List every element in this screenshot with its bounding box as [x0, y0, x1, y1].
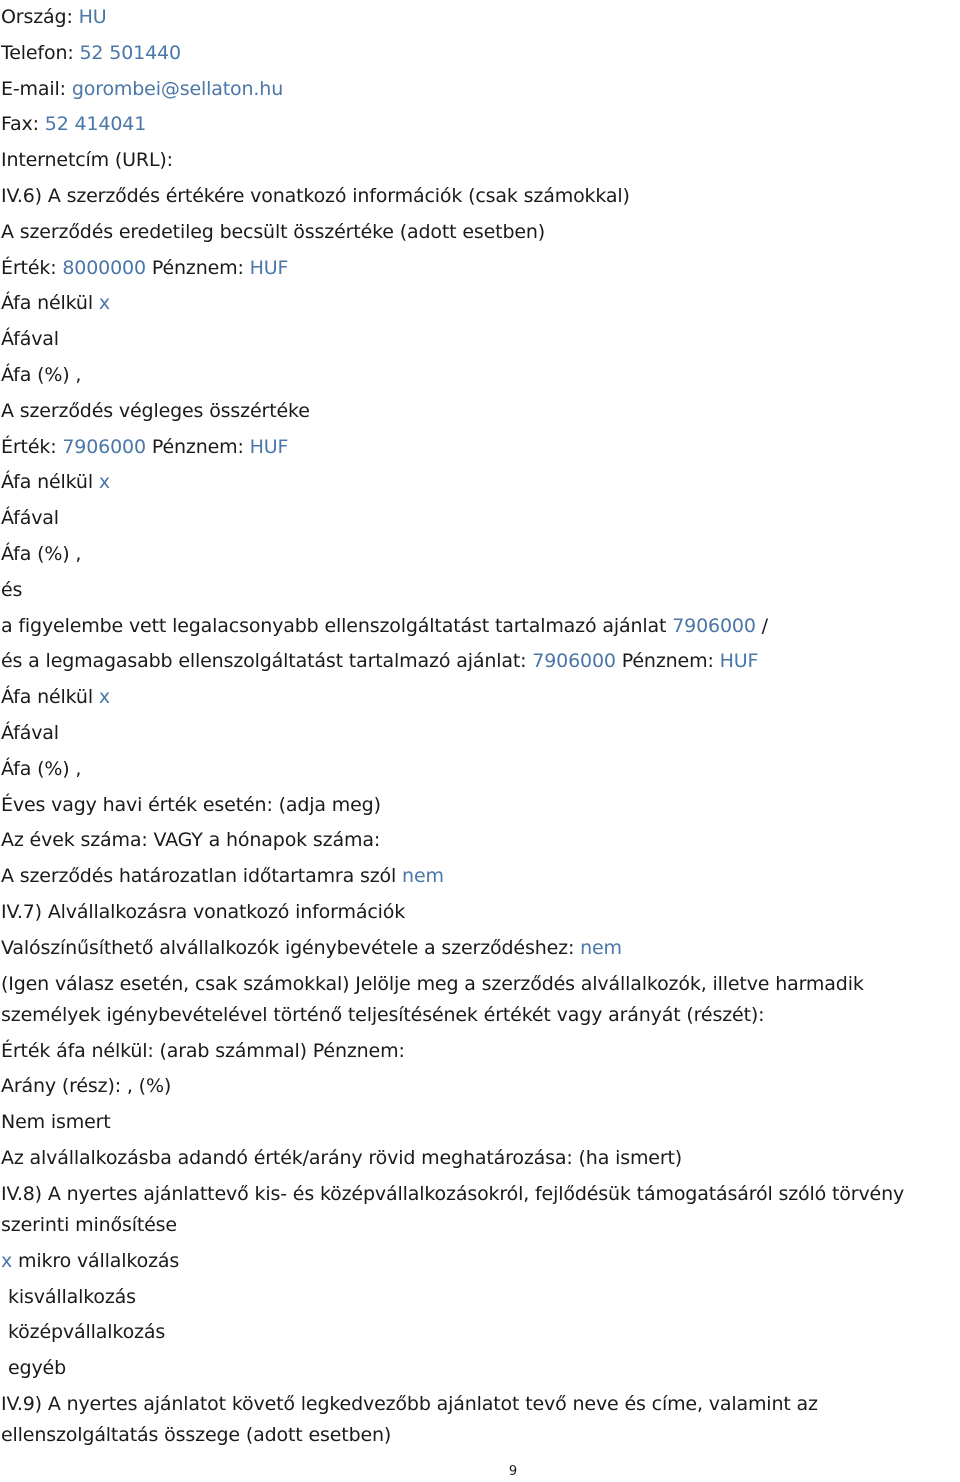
estimated-currency: HUF: [249, 256, 289, 279]
phone-row: [1, 36, 959, 72]
fax-label: Fax:: [1, 113, 39, 136]
estimated-currency-label: Pénznem:: [151, 256, 244, 279]
estimated-title: A szerződés eredetileg becsült összértéke (adott esetben): [1, 220, 546, 243]
fax-value: 52 414041: [44, 113, 147, 136]
estimated-vat-pct-row: Áfa (%) ,: [1, 363, 82, 386]
lowest-offer-separator: /: [761, 614, 768, 637]
years-label: Az évek száma: VAGY a hónapok száma:: [1, 829, 381, 852]
iv8-heading: IV.8) A nyertes ajánlattevő kis- és középvállalkozásokról, fejlődésük támogatásáról szóló törvény szerinti minősítése: [1, 1182, 905, 1236]
range-no-vat-row: [1, 680, 959, 716]
final-value-label: Érték:: [1, 435, 57, 458]
highest-offer-label: és a legmagasabb ellenszolgáltatást tartalmazó ajánlat:: [1, 650, 527, 673]
range-no-vat-label: Áfa nélkül: [1, 686, 93, 709]
final-currency-label: Pénznem:: [151, 435, 244, 458]
sme-option-medium-label: középvállalkozás: [8, 1321, 166, 1344]
lowest-offer-row: [1, 609, 959, 645]
estimated-value-label: Érték:: [1, 256, 57, 279]
iv6-heading: IV.6) A szerződés értékére vonatkozó információk (csak számokkal): [1, 184, 630, 207]
lowest-offer-label: a figyelembe vett legalacsonyabb ellenszolgáltatást tartalmazó ajánlat: [1, 614, 667, 637]
highest-currency-label: Pénznem:: [621, 650, 714, 673]
phone-value: 52 501440: [79, 41, 181, 64]
indefinite-value: nem: [402, 865, 444, 888]
final-value-row: [1, 430, 959, 466]
annual-label: Éves vagy havi érték esetén: (adja meg): [1, 793, 381, 816]
sme-option-micro-label: mikro vállalkozás: [18, 1249, 180, 1272]
iv9-heading: IV.9) A nyertes ajánlatot követő legkedvezőbb ajánlatot tevő neve és címe, valamint az ellenszolgáltatás összege (adott esetben): [1, 1392, 818, 1446]
final-value: 7906000: [62, 435, 146, 458]
final-title: A szerződés végleges összértéke: [1, 399, 310, 422]
subcontractor-likely-label: Valószínűsíthető alvállalkozók igénybevétele a szerződéshez:: [1, 936, 575, 959]
sme-option-other-label: egyéb: [8, 1357, 66, 1380]
sme-option-micro-mark: x: [1, 1249, 13, 1272]
subcontractor-likely-value: nem: [580, 936, 622, 959]
subcontract-description-label: Az alvállalkozásba adandó érték/arány rövid meghatározása: (ha ismert): [1, 1146, 683, 1169]
final-no-vat-mark: x: [98, 471, 110, 494]
value-no-vat-label: Érték áfa nélkül: (arab számmal) Pénznem:: [1, 1039, 405, 1062]
url-label: Internetcím (URL):: [1, 149, 173, 172]
indefinite-label: A szerződés határozatlan időtartamra szól: [1, 865, 397, 888]
iv7-heading: IV.7) Alvállalkozásra vonatkozó információk: [1, 900, 406, 923]
highest-offer-value: 7906000: [532, 650, 616, 673]
email-value[interactable]: gorombei@sellaton.hu: [71, 77, 284, 100]
ratio-label: Arány (rész): , (%): [1, 1075, 172, 1098]
final-vat-pct-row: Áfa (%) ,: [1, 542, 82, 565]
estimated-no-vat-mark: x: [98, 292, 110, 315]
subcontractor-likely-row: [1, 931, 959, 967]
sme-option-medium: [1, 1315, 959, 1351]
indefinite-row: [1, 859, 959, 895]
sme-option-small-label: kisvállalkozás: [8, 1285, 136, 1308]
page-number: 9: [508, 1464, 518, 1479]
estimated-no-vat-label: Áfa nélkül: [1, 292, 93, 315]
lowest-offer-value: 7906000: [672, 614, 756, 637]
email-label: E-mail:: [1, 77, 66, 100]
phone-label: Telefon:: [1, 41, 74, 64]
country-value: HU: [78, 6, 107, 28]
final-with-vat-row: Áfával: [1, 507, 59, 530]
estimated-no-vat-row: [1, 286, 959, 322]
sme-option-other: [1, 1351, 959, 1387]
and-label: és: [1, 578, 23, 601]
final-no-vat-label: Áfa nélkül: [1, 471, 93, 494]
sme-option-micro: [1, 1244, 959, 1280]
range-no-vat-mark: x: [98, 686, 110, 709]
range-with-vat-row: Áfával: [1, 721, 59, 744]
unknown-label: Nem ismert: [1, 1111, 111, 1134]
sme-option-small: [1, 1280, 959, 1316]
estimated-value-row: [1, 251, 959, 287]
final-no-vat-row: [1, 465, 959, 501]
subcontractor-instructions: (Igen válasz esetén, csak számokkal) Jelölje meg a szerződés alvállalkozók, illetve harmadik személyek igénybevételével történő teljesítésének értékét vagy arányát (részét):: [1, 972, 864, 1026]
country-label: Ország:: [1, 6, 73, 28]
estimated-with-vat-row: Áfával: [1, 328, 59, 351]
document-body: [1, 0, 959, 1454]
final-currency: HUF: [249, 435, 289, 458]
fax-row: [1, 107, 959, 143]
url-row: [1, 143, 959, 179]
highest-currency: HUF: [719, 650, 759, 673]
estimated-value: 8000000: [62, 256, 146, 279]
range-vat-pct-row: Áfa (%) ,: [1, 757, 82, 780]
country-row: [1, 0, 959, 36]
highest-offer-row: [1, 644, 959, 680]
email-row: [1, 72, 959, 108]
